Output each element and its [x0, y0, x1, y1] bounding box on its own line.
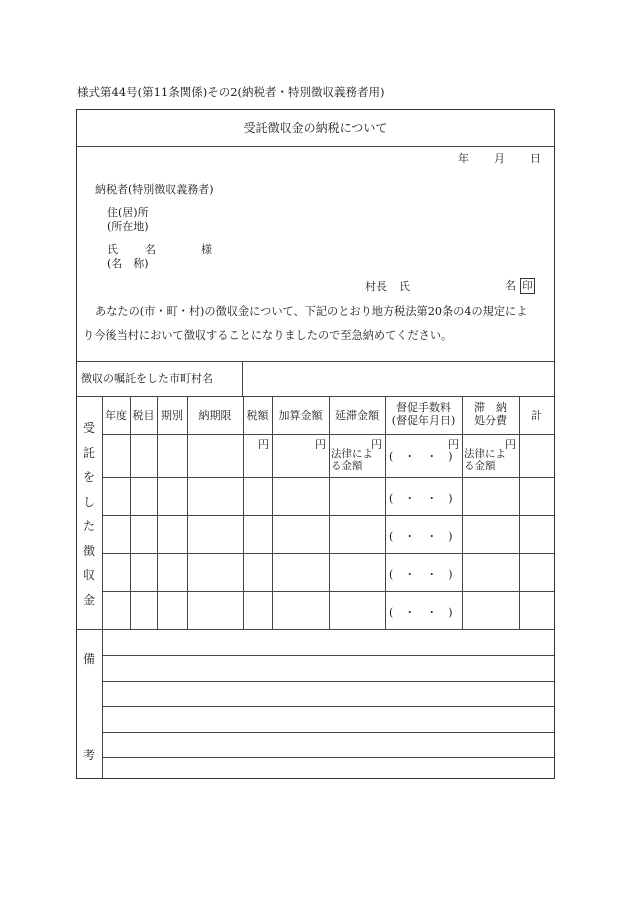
- header-delinquency: 延滞金額: [335, 409, 379, 422]
- taxpayer-heading: 納税者(特別徴収義務者): [95, 183, 214, 196]
- side-label-char: 受: [83, 421, 96, 435]
- header-dunning-fee-line1: 督促手数料: [396, 401, 451, 414]
- remarks-section: [77, 630, 554, 778]
- body-text-line-1: あなたの(市・町・村)の徴収金について、下記のとおり地方税法第20条の4の規定によ: [95, 305, 528, 318]
- side-label-char: を: [83, 470, 96, 484]
- honorific: 様: [201, 243, 212, 256]
- header-dunning-fee-line2: (督促年月日): [391, 414, 456, 428]
- dunning-date-row-3: ( ・ ・ ): [389, 530, 453, 543]
- form-title: 受託徴収金の納税について: [243, 121, 388, 135]
- notice-form: [76, 109, 555, 779]
- consigning-city-field[interactable]: [243, 362, 553, 396]
- header-tax-amount: 税額: [246, 409, 269, 422]
- side-label-char: た: [83, 519, 96, 533]
- yen-unit-additional: 円: [315, 438, 326, 451]
- header-total: 計: [531, 409, 542, 422]
- legal-amount-disposition: 法律によ る金額: [464, 448, 506, 473]
- header-period: 期別: [161, 409, 183, 422]
- seal-icon: 印: [520, 278, 535, 294]
- yen-unit-dunning: 円: [448, 438, 459, 451]
- issuer-name-2-with-seal: [505, 278, 535, 294]
- header-dunning-fee: [385, 401, 462, 427]
- side-label-char: し: [83, 494, 96, 509]
- consigning-city-label: 徴収の嘱託をした市町村名: [81, 372, 213, 385]
- consigning-city-row: [77, 362, 554, 396]
- title-row: [77, 110, 554, 146]
- form-id: 様式第44号(第11条関係)その2(納税者・特別徴収義務者用): [77, 85, 385, 99]
- collection-table: [77, 397, 554, 629]
- dunning-date-row-1: ( ・ ・ ): [389, 450, 453, 463]
- side-label-char: 託: [83, 445, 96, 460]
- date-day: 日: [530, 152, 541, 165]
- yen-unit-disposition: 円: [505, 438, 516, 451]
- remarks-char-2: 考: [83, 748, 96, 762]
- side-label-char: 収: [83, 568, 96, 582]
- header-disposition-line1: 滞 納: [474, 401, 507, 414]
- date-year: 年: [458, 152, 469, 165]
- yen-unit-delinquency: 円: [371, 438, 382, 451]
- name-label-2: 名: [145, 243, 156, 256]
- issuer-name-2: 名: [505, 279, 516, 292]
- address-sub-label: (所在地): [107, 220, 149, 233]
- header-deadline: 納期限: [198, 409, 232, 422]
- address-label: 住(居)所: [107, 206, 149, 219]
- header-tax-item: 税目: [132, 409, 155, 422]
- side-label-char: 徴: [83, 543, 96, 558]
- header-disposition-line2: 処分費: [474, 414, 507, 428]
- dunning-date-row-4: ( ・ ・ ): [389, 568, 453, 581]
- issuer-name-1: 氏: [399, 280, 410, 293]
- header-year: 年度: [105, 409, 127, 422]
- issuer-title: 村長: [365, 280, 387, 293]
- header-additional: 加算金額: [278, 409, 323, 422]
- header-disposition: [462, 401, 519, 427]
- body-text-line-2: り今後当村において徴収することになりましたので至急納めてください。: [83, 329, 453, 342]
- dunning-date-row-5: ( ・ ・ ): [389, 606, 453, 619]
- yen-unit-tax: 円: [258, 438, 269, 451]
- side-label-char: 金: [83, 592, 96, 607]
- name-sub-label: (名 称): [107, 257, 149, 270]
- name-label-1: 氏: [107, 243, 118, 256]
- notice-body: [77, 147, 554, 361]
- legal-amount-delinquency: 法律によ る金額: [331, 448, 373, 473]
- remarks-char-1: 備: [83, 652, 96, 666]
- dunning-date-row-2: ( ・ ・ ): [389, 492, 453, 505]
- date-month: 月: [494, 152, 505, 165]
